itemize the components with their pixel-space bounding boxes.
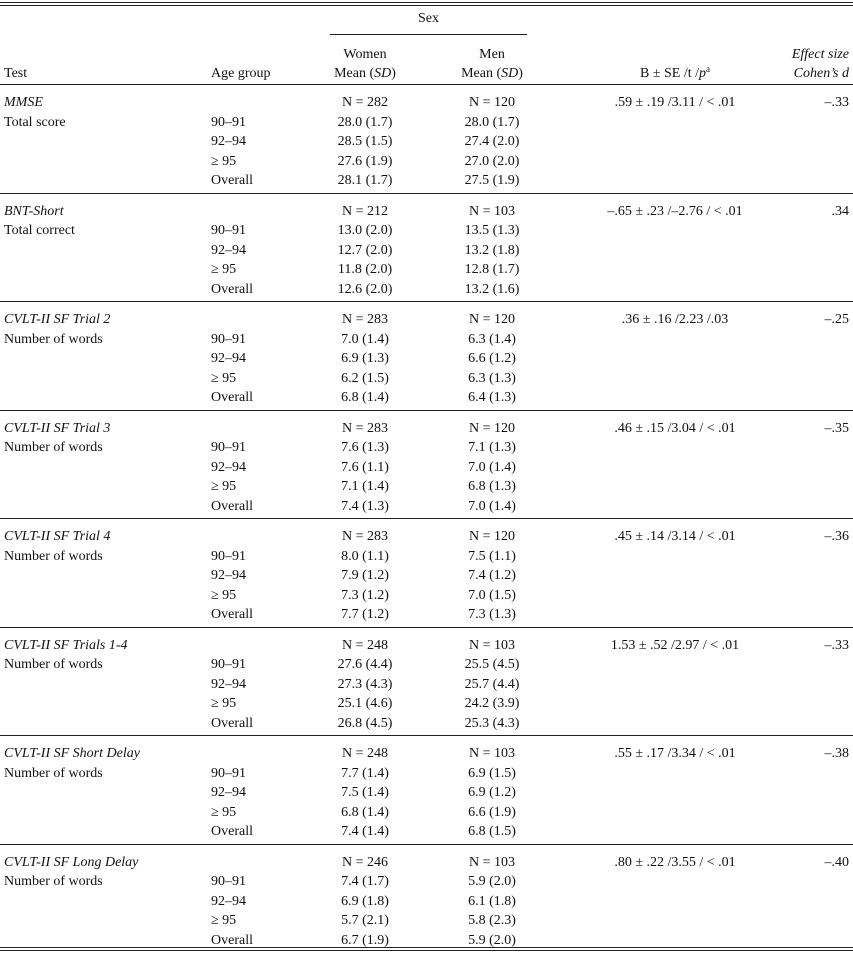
men-n: N = 103 <box>468 746 515 761</box>
age-group-label: 92–94 <box>211 134 246 149</box>
section-divider <box>0 410 853 411</box>
men-n: N = 120 <box>468 312 515 327</box>
women-mean-sd: 28.5 (1.5) <box>337 134 393 149</box>
age-group-label: ≥ 95 <box>211 370 237 386</box>
stat-value: .80 ± .22 /3.55 / < .01 <box>614 854 736 870</box>
top-double-rule-a <box>0 2 853 3</box>
effect-size-value: –.33 <box>824 637 849 653</box>
effect-size-value: –.38 <box>824 746 849 761</box>
age-group-label: 92–94 <box>211 893 246 909</box>
age-group-label: 90–91 <box>211 874 246 889</box>
men-mean-sd: 7.1 (1.3) <box>468 440 516 455</box>
women-mean-sd: 13.0 (2.0) <box>337 223 393 238</box>
stat-value: .36 ± .16 /2.23 /.03 <box>621 312 729 327</box>
men-mean-sd: 6.6 (1.2) <box>468 351 516 366</box>
men-mean-sd: 25.3 (4.3) <box>464 715 520 731</box>
age-group-label: 90–91 <box>211 114 246 130</box>
men-n: N = 103 <box>468 637 515 653</box>
test-name: CVLT-II SF Trial 3 <box>4 420 111 436</box>
men-mean-sd: 7.5 (1.1) <box>468 548 516 564</box>
age-group-label: Overall <box>211 498 253 514</box>
effect-size-header-line1: Effect size <box>791 47 849 62</box>
women-mean-sd: 5.7 (2.1) <box>341 913 389 928</box>
men-mean-sd: 13.5 (1.3) <box>464 223 520 238</box>
age-group-label: 92–94 <box>211 459 246 475</box>
women-mean-sd: 7.4 (1.4) <box>341 824 389 839</box>
women-mean-sd-header: Mean (SD) <box>334 66 396 81</box>
age-group-label: Overall <box>211 715 253 731</box>
men-mean-sd: 25.7 (4.4) <box>464 676 520 692</box>
age-group-label: 92–94 <box>211 568 246 583</box>
men-mean-sd: 28.0 (1.7) <box>464 114 520 130</box>
men-mean-sd: 5.9 (2.0) <box>468 874 516 889</box>
women-mean-sd: 7.4 (1.7) <box>341 874 389 889</box>
measure-label: Total score <box>4 114 66 130</box>
stat-value: .46 ± .15 /3.04 / < .01 <box>614 420 736 436</box>
men-mean-sd: 7.0 (1.5) <box>468 587 516 603</box>
sex-span-rule <box>330 34 527 35</box>
women-mean-sd: 7.6 (1.1) <box>341 459 389 475</box>
age-group-label: Overall <box>211 281 253 297</box>
men-mean-sd: 6.3 (1.3) <box>468 370 516 386</box>
measure-label: Number of words <box>4 657 103 672</box>
measure-label: Number of words <box>4 331 103 347</box>
age-group-header: Age group <box>211 66 271 81</box>
men-mean-sd: 7.3 (1.3) <box>468 607 516 622</box>
women-mean-sd: 11.8 (2.0) <box>337 262 393 277</box>
measure-label: Number of words <box>4 765 103 781</box>
stat-value: –.65 ± .23 /–2.76 / < .01 <box>607 203 743 219</box>
age-group-label: Overall <box>211 932 253 948</box>
men-mean-sd: 7.0 (1.4) <box>468 459 516 475</box>
test-header: Test <box>4 66 28 81</box>
stat-header: B ± SE /t $/p^a$ <box>639 64 711 81</box>
age-group-label: 92–94 <box>211 351 246 366</box>
men-mean-sd: 5.9 (2.0) <box>468 932 516 948</box>
bottom-double-rule-b <box>0 950 853 951</box>
men-mean-sd: 27.5 (1.9) <box>464 173 520 188</box>
measure-label: Number of words <box>4 874 103 889</box>
effect-size-header-line2: Cohen’s d <box>793 66 849 81</box>
women-mean-sd: 6.9 (1.3) <box>341 351 389 366</box>
men-n: N = 103 <box>468 854 515 870</box>
women-mean-sd: 6.7 (1.9) <box>341 932 389 948</box>
men-mean-sd-header: Mean (SD) <box>461 66 523 81</box>
men-mean-sd: 27.4 (2.0) <box>464 134 520 149</box>
effect-size-value: .34 <box>831 203 849 219</box>
effect-size-value: –.33 <box>824 95 849 110</box>
bottom-double-rule-a <box>0 947 853 948</box>
men-n: N = 120 <box>468 420 515 436</box>
section-divider <box>0 301 853 302</box>
men-mean-sd: 24.2 (3.9) <box>464 696 520 711</box>
effect-size-value: –.40 <box>824 854 849 870</box>
men-n: N = 120 <box>468 529 515 544</box>
age-group-label: 92–94 <box>211 785 246 800</box>
men-mean-sd: 13.2 (1.6) <box>464 281 520 297</box>
stat-value: .45 ± .14 /3.14 / < .01 <box>614 529 736 544</box>
measure-label: Number of words <box>4 548 103 564</box>
test-name: CVLT-II SF Trial 2 <box>4 312 111 327</box>
men-mean-sd: 13.2 (1.8) <box>464 242 520 258</box>
men-mean-sd: 5.8 (2.3) <box>468 913 516 928</box>
women-mean-sd: 28.0 (1.7) <box>337 114 393 130</box>
section-divider <box>0 193 853 194</box>
women-n: N = 283 <box>341 420 388 436</box>
age-group-label: ≥ 95 <box>211 479 237 494</box>
women-mean-sd: 7.0 (1.4) <box>341 331 389 347</box>
age-group-label: Overall <box>211 607 253 622</box>
women-mean-sd: 26.8 (4.5) <box>337 715 393 731</box>
header-bottom-rule <box>0 84 853 85</box>
men-mean-sd: 6.6 (1.9) <box>468 804 516 820</box>
age-group-label: 92–94 <box>211 676 246 692</box>
women-mean-sd: 7.3 (1.2) <box>341 587 389 603</box>
men-mean-sd: 6.9 (1.5) <box>468 765 516 781</box>
men-mean-sd: 7.4 (1.2) <box>468 568 516 583</box>
women-n: N = 283 <box>341 529 388 544</box>
age-group-label: 90–91 <box>211 765 246 781</box>
age-group-label: ≥ 95 <box>211 153 237 169</box>
age-group-label: 90–91 <box>211 548 246 564</box>
effect-size-value: –.25 <box>824 312 849 327</box>
test-name: CVLT-II SF Trials 1-4 <box>4 637 128 653</box>
age-group-label: 90–91 <box>211 223 246 238</box>
women-mean-sd: 6.9 (1.8) <box>341 893 389 909</box>
stat-value: .59 ± .19 /3.11 / < .01 <box>614 95 736 110</box>
men-mean-sd: 6.8 (1.5) <box>468 824 516 839</box>
section-divider <box>0 627 853 628</box>
men-mean-sd: 6.4 (1.3) <box>468 390 516 405</box>
women-mean-sd: 7.4 (1.3) <box>341 498 389 514</box>
men-mean-sd: 6.8 (1.3) <box>468 479 516 494</box>
women-n: N = 246 <box>341 854 388 870</box>
test-name: CVLT-II SF Trial 4 <box>4 529 111 544</box>
measure-label: Total correct <box>4 223 75 238</box>
age-group-label: ≥ 95 <box>211 804 237 820</box>
age-group-label: ≥ 95 <box>211 587 237 603</box>
age-group-label: Overall <box>211 173 253 188</box>
age-group-label: Overall <box>211 824 253 839</box>
age-group-label: ≥ 95 <box>211 262 237 277</box>
men-mean-sd: 27.0 (2.0) <box>464 153 520 169</box>
age-group-label: 92–94 <box>211 242 246 258</box>
women-mean-sd: 27.3 (4.3) <box>337 676 393 692</box>
women-n: N = 248 <box>341 746 388 761</box>
age-group-label: Overall <box>211 390 253 405</box>
women-mean-sd: 6.8 (1.4) <box>341 390 389 405</box>
test-name: MMSE <box>4 95 43 110</box>
section-divider <box>0 735 853 736</box>
women-mean-sd: 8.0 (1.1) <box>341 548 389 564</box>
men-mean-sd: 6.1 (1.8) <box>468 893 516 909</box>
age-group-label: 90–91 <box>211 657 246 672</box>
women-n: N = 283 <box>341 312 388 327</box>
women-mean-sd: 6.8 (1.4) <box>341 804 389 820</box>
women-n: N = 248 <box>341 637 388 653</box>
stat-value: .55 ± .17 /3.34 / < .01 <box>614 746 736 761</box>
men-mean-sd: 6.3 (1.4) <box>468 331 516 347</box>
section-divider <box>0 844 853 845</box>
women-mean-sd: 12.6 (2.0) <box>337 281 393 297</box>
sex-header: Sex <box>418 11 439 26</box>
women-mean-sd: 6.2 (1.5) <box>341 370 389 386</box>
men-n: N = 120 <box>468 95 515 110</box>
age-group-label: ≥ 95 <box>211 913 237 928</box>
men-header: Men <box>479 47 505 62</box>
women-mean-sd: 12.7 (2.0) <box>337 242 393 258</box>
measure-label: Number of words <box>4 440 103 455</box>
effect-size-value: –.36 <box>824 529 849 544</box>
men-mean-sd: 12.8 (1.7) <box>464 262 520 277</box>
women-n: N = 282 <box>341 95 388 110</box>
men-n: N = 103 <box>468 203 515 219</box>
men-mean-sd: 7.0 (1.4) <box>468 498 516 514</box>
test-name: CVLT-II SF Long Delay <box>4 854 139 870</box>
age-group-label: ≥ 95 <box>211 696 237 711</box>
women-mean-sd: 25.1 (4.6) <box>337 696 393 711</box>
effect-size-value: –.35 <box>824 420 849 436</box>
women-mean-sd: 27.6 (1.9) <box>337 153 393 169</box>
top-double-rule-b <box>0 5 853 6</box>
women-mean-sd: 28.1 (1.7) <box>337 173 393 188</box>
women-mean-sd: 7.5 (1.4) <box>341 785 389 800</box>
women-mean-sd: 27.6 (4.4) <box>337 657 393 672</box>
women-header: Women <box>343 47 387 62</box>
women-mean-sd: 7.1 (1.4) <box>341 479 389 494</box>
women-mean-sd: 7.7 (1.4) <box>341 765 389 781</box>
stat-value: 1.53 ± .52 /2.97 / < .01 <box>610 637 740 653</box>
men-mean-sd: 25.5 (4.5) <box>464 657 520 672</box>
women-mean-sd: 7.6 (1.3) <box>341 440 389 455</box>
men-mean-sd: 6.9 (1.2) <box>468 785 516 800</box>
age-group-label: 90–91 <box>211 440 246 455</box>
women-n: N = 212 <box>341 203 388 219</box>
section-divider <box>0 518 853 519</box>
test-name: BNT-Short <box>4 203 64 219</box>
women-mean-sd: 7.7 (1.2) <box>341 607 389 622</box>
women-mean-sd: 7.9 (1.2) <box>341 568 389 583</box>
test-name: CVLT-II SF Short Delay <box>4 746 140 761</box>
age-group-label: 90–91 <box>211 331 246 347</box>
